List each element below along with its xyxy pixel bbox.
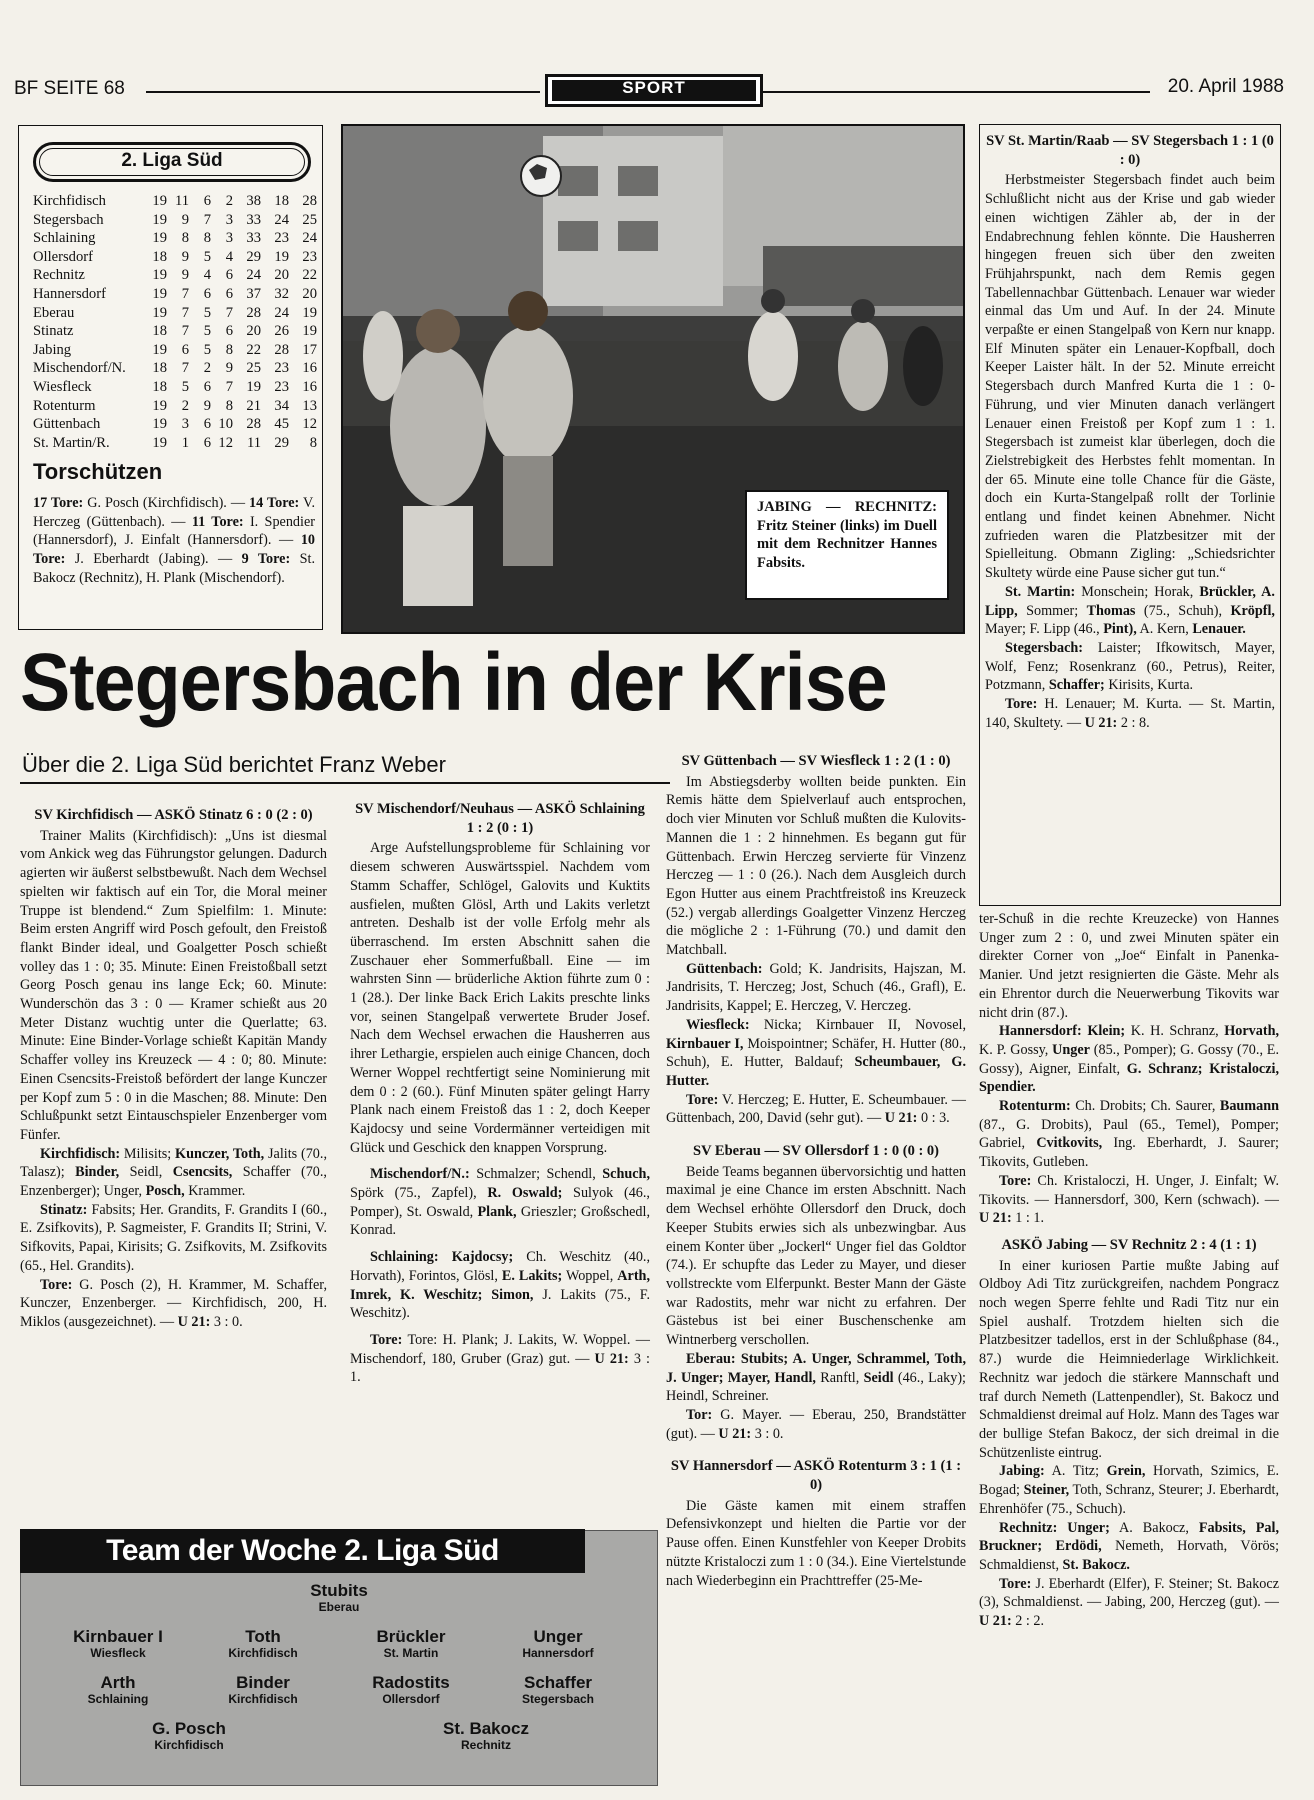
team-name: Eberau [33,304,75,321]
stat-cell: 3 [225,211,233,228]
player: Arth Schlaining [87,1673,149,1706]
standings-row [33,304,317,323]
team-name: Stinatz [33,323,74,340]
stat-cell: 29 [246,248,261,265]
headline: Stegersbach in der Krise [20,637,887,728]
stat-cell: 33 [246,211,261,228]
stat-cell: 19 [302,323,317,340]
stat-cell: 17 [302,341,317,358]
standings-row [33,192,317,211]
lineup-kirchfidisch: Kirchfidisch: Milisits; Kunczer, Toth, Jalits (70., Talasz); Binder, Seidl, Csencsits, Schaffer (70., Enzenberger); Unger, Posch, Krammer. [20,1145,327,1200]
standings-row [33,229,317,248]
stat-cell: 9 [203,397,211,414]
stat-cell: 5 [181,378,189,395]
stat-cell: 28 [274,341,289,358]
stat-cell: 45 [274,416,289,433]
stat-cell: 8 [225,397,233,414]
report-heading-jabing: ASKÖ Jabing — SV Rechnitz 2 : 4 (1 : 1) [1001,1236,1257,1253]
report-text: Im Abstiegsderby wollten beide punkten. Ein Remis hätte dem Spielverlauf auch entsprochen, doch vier Minuten vor Schluß mußten die Kulovits-Mannen die 1 : 2 hinnehmen. Es begann gut für Güttenbach. Erwin Herczeg servierte für Vinzenz Herczeg — 1 : 0 (26.). Nach dem Ausgleich durch Egon Hutter aus einem Prachtfreistoß ins Kreuzeck (52.) vergab allerdings Goalgetter Vinzenz Herczeg die mögliche 2 : 1-Führung (70.) und damit den Matchball. [666,773,966,959]
stat-cell: 25 [246,360,261,377]
stat-cell: 24 [246,267,261,284]
scorer-names: I. Spendier (Hannersdorf), J. Einfalt (Hannersdorf). — [33,513,315,549]
stat-cell: 19 [152,267,167,284]
stat-cell: 19 [152,230,167,247]
player: Unger Hannersdorf [522,1627,594,1660]
report-heading: SV Kirchfidisch — ASKÖ Stinatz 6 : 0 (2 : 0) [34,807,313,823]
goals-line: Tore: V. Herczeg; E. Hutter, E. Scheumbauer. — Güttenbach, 200, David (sehr gut). — U 21: 0 : 3. [666,1091,966,1127]
stat-cell: 19 [152,193,167,209]
standings-row [33,266,317,285]
stat-cell: 6 [203,434,211,451]
standings-row [33,248,317,267]
stat-cell: 21 [246,397,261,414]
reports-column-4 [979,910,1279,1631]
report-text: Die Gäste kamen mit einem straffen Defensivkonzept und hielten die Partie vor der Pause offen. Einen Kunstfehler von Keeper Drobits nützte Kristaloczi zum 1 : 0 (34.). Eine Viertelstunde nach Wiederbeginn ein Prachttreffer (25-Me- [666,1497,966,1589]
stat-cell: 38 [246,193,261,209]
lineup-rechnitz: Rechnitz: Unger; A. Bakocz, Fabsits, Pal, Bruckner; Erdödi, Nemeth, Horvath, Vörös; Schmaldienst, St. Bakocz. [979,1519,1280,1573]
team-name: St. Martin/R. [33,434,110,451]
report-heading: SV St. Martin/Raab — SV Stegersbach 1 : 1 (0 : 0) [986,133,1274,168]
player: Schaffer Stegersbach [521,1673,595,1706]
scorer-goals: 9 Tore: [241,551,291,568]
issue-date: 20. April 1988 [1167,76,1284,97]
team-name: Hannersdorf [33,285,106,302]
stat-cell: 6 [203,285,211,302]
stat-cell: 34 [274,397,289,414]
stat-cell: 23 [274,230,289,247]
stat-cell: 7 [181,285,189,302]
stat-cell: 2 [225,193,233,209]
goals-line: Tore: Ch. Kristaloczi, H. Unger, J. Einfalt; W. Tikovits. — Hannersdorf, 300, Kern (schwach). — U 21: 1 : 1. [979,1172,1279,1227]
stat-cell: 8 [225,341,233,358]
report-st-martin-stegersbach [985,132,1275,733]
lineup-hannersdorf: Hannersdorf: Klein; K. H. Schranz, Horvath, K. P. Gossy, Unger (85., Pomper); G. Gossy (70., E. Gossy), Aigner, Einfalt, G. Schranz; Kristaloczi, Spendier. [979,1023,1280,1096]
stat-cell: 6 [203,378,211,395]
stat-cell: 6 [225,285,233,302]
stat-cell: 8 [203,230,211,247]
team-name: Wiesfleck [33,378,92,395]
stat-cell: 18 [152,323,167,340]
stat-cell: 12 [218,434,233,451]
goals-line: Tore: H. Lenauer; M. Kurta. — St. Martin, 140, Skultety. — U 21: 2 : 8. [985,696,1275,731]
stat-cell: 23 [274,378,289,395]
scorer-goals: 10 Tore: [33,532,315,568]
stat-cell: 2 [181,397,189,414]
player: Stubits Eberau [310,1581,368,1614]
stat-cell: 2 [203,360,211,377]
stat-cell: 5 [203,341,211,358]
stat-cell: 13 [302,397,317,414]
report-text: In einer kuriosen Partie mußte Jabing auf Oldboy Adi Titz zurückgreifen, nachdem Pongracz noch wegen Sperre fehlte und Radi Titz nur ein Spiel aushalf. Trotzdem hielten sich die Platzbesitzer tadellos, erst in der Schlußphase (84., 87.) wurde die Heimniederlage Wirklichkeit. Rechnitz war jedoch die stärkere Mannschaft und traf durch Nemeth (Lattenpendler), St. Bakocz und Schmaldienst dreimal auf Holz. Mann des Tages war der bullige Stefan Bakocz, der sich dreimal in die Schützenliste eintrug. [979,1257,1279,1461]
reports-column-3 [666,752,966,1590]
stat-cell: 18 [274,193,289,209]
stat-cell: 18 [152,248,167,265]
stat-cell: 6 [225,323,233,340]
report-text: Arge Aufstellungsprobleme für Schlaining vor diesem schweren Auswärtsspiel. Nachdem vom Stamm Schaffer, Schlögel, Galovits und Kuktits ausfielen, mußten Glösl, Arth und Lakits verletzt antreten. Deshalb ist der volle Erfolg mehr als überraschend. Im ersten Abschnitt sahen die Zuschauer eher Sommerfußball. Eine — im wahrsten Sinn — brüderliche Aktion führte zum 0 : 1 (28.). Der linke Back Erich Lakits preschte links vor, seinen Stangelpaß verwertete Bruder Josef. Nach dem Wechsel erwachen die Hausherren aus ihrer Lethargie, erspielen auch einige Chancen, doch Werner Woppel rechtfertigt seine Nominierung mit dem 0 : 2 (60.). Fünf Minuten später gelingt Harry Plank nach einem Freistoß das 1 : 2, doch Keeper Kajdocsy und seine Vordermänner verteidigen mit Glück und Geschick den knappen Vorsprung. [350,840,650,1156]
stat-cell: 28 [302,193,317,209]
section-label: SPORT [552,80,756,101]
player: Toth Kirchfidisch [228,1627,298,1660]
lineup-rotenturm: Rotenturm: Ch. Drobits; Ch. Saurer, Baumann (87., G. Drobits), Paul (65., Temel), Pomper; Gabriel, Cvitkovits, Ing. Eberhardt, J. Saurer; Tikovits, Gutleben. [979,1098,1279,1171]
stat-cell: 24 [274,211,289,228]
stat-cell: 22 [246,341,261,358]
standings-row [33,211,317,230]
scorer-goals: 14 Tore: [249,495,300,511]
team-name: Rechnitz [33,267,85,284]
lineup-stegersbach: Stegersbach: Laister; Ifkowitsch, Mayer, Wolf, Fenz; Rosenkranz (60., Petrus), Reiter, Potzmann, Schaffer; Kirisits, Kurta. [985,639,1275,694]
scorer-names: J. Eberhardt (Jabing). — [65,551,242,568]
team-of-the-week-title: Team der Woche 2. Liga Süd [20,1529,585,1573]
stat-cell: 23 [274,360,289,377]
goals-line: Tor: G. Mayer. — Eberau, 250, Brandstätter (gut). — U 21: 3 : 0. [666,1406,966,1442]
scorer-names: St. Bakocz (Rechnitz), H. Plank (Mischendorf). [33,551,315,586]
stat-cell: 7 [181,360,189,377]
goals-line: Tore: Tore: H. Plank; J. Lakits, W. Woppel. — Mischendorf, 180, Gruber (Graz) gut. — U 21: 3 : 1. [350,1331,650,1386]
standings-row [33,359,317,378]
stat-cell: 29 [274,434,289,451]
photo-caption: JABING — RECHNITZ: Fritz Steiner (links) im Duell mit dem Rechnitzer Hannes Fabsits. [757,499,937,571]
scorer-names: V. Herczeg (Güttenbach). — [33,495,315,530]
stat-cell: 19 [152,211,167,228]
stat-cell: 6 [181,341,189,358]
stat-cell: 32 [274,285,289,302]
report-text: Trainer Malits (Kirchfidisch): „Uns ist diesmal vom Ankick weg das Führungstor gelungen. Dadurch agierten wir äußerst selbstbewußt. Nach dem Wechsel spielten wir faktisch auf ein Tor, die Moral meiner Truppe ist blendend.“ Zum Spielfilm: 1. Minute: Beim ersten Angriff wird Posch gefoult, den Freistoß flankt Binder ideal, und Goalgetter Posch schießt volley das 1 : 0; 35. Minute: Einen Freistoßball setzt Georg Posch genau ins lange Eck; 60. Minute: Wunderschön das 3 : 0 — Kramer schießt aus 20 Meter Distanz wuchtig unter die Querlatte; 63. Minute: Eine Binder-Vorlage schießt Kapitän Mandy Schaffer volley ins Kreuzeck — 4 : 0; 80. Minute: Einen Csencsits-Freistoß befördert der lange Kunczer per Kopf zum 5 : 0 in die Maschen; 88. Minute: Den Schlußpunkt setzt Eintauschspieler Enzenberger vom Fünfer. [20,827,327,1143]
stat-cell: 37 [246,285,261,302]
lineup-jabing: Jabing: A. Titz; Grein, Horvath, Szimics, E. Bogad; Steiner, Toth, Schranz, Steurer; J. Eberhardt, Ehrenhöfer (75., Schuch). [979,1463,1280,1517]
report-text: Herbstmeister Stegersbach findet auch beim Schlußlicht nicht aus der Krise und gab wieder einen wichtigen Zähler ab, der in der Endabrechnung fehlen könnte. Die Hausherren hingegen freuen sich über den zweiten Frühjahrspunkt, nach dem Remis gegen Tabellennachbar Güttenbach. Lenauer war wieder einmal das Um und Auf. In der 24. Minute verpaßte er einen Stangelpaß von Kern nur knapp. Elf Minuten später ein Lenauer-Kopfball, doch Keeper Laister hält. In der 52. Minute erreicht Stegersbach durch Manfred Kurta die 1 : 0-Führung, und vier Minuten danach verlängert Lenauer einen Freistoß per Kopf zum 1 : 1. Stegersbach ist zumeist klar überlegen, doch die Zielstrebigkeit des Herbstes fehlt momentan. In der 65. Minute eine tolle Chance für die Gäste, doch ein Kurta-Stangelpaß rollt der Torlinie entlang und findet keinen Abnehmer. Nicht zufrieden waren die Platzbesitzer mit der Spielleitung. Obmann Zigling: „Schiedsrichter Skultety würde eine Pause sicher gut tun.“ [985,172,1275,582]
report-mischendorf-schlaining [350,800,650,1387]
stat-cell: 7 [225,378,233,395]
standings-row [33,434,317,453]
stat-cell: 6 [203,193,211,209]
stat-cell: 19 [152,285,167,302]
stat-cell: 7 [203,211,211,228]
stat-cell: 3 [225,230,233,247]
standings-row [33,322,317,341]
standings-title: 2. Liga Süd [39,148,305,176]
stat-cell: 24 [302,230,317,247]
report-heading-hannersdorf: SV Hannersdorf — ASKÖ Rotenturm 3 : 1 (1 : 0) [670,1458,962,1494]
stat-cell: 10 [218,416,233,433]
stat-cell: 28 [246,416,261,433]
report-heading: SV Mischendorf/Neuhaus — ASKÖ Schlaining 1 : 2 (0 : 1) [355,801,645,836]
stat-cell: 19 [152,434,167,451]
stat-cell: 24 [274,304,289,321]
stat-cell: 19 [302,304,317,321]
standings-table [33,192,317,452]
lineup-wiesfleck: Wiesfleck: Nicka; Kirnbauer II, Novosel, Kirnbauer I, Moispointner; Schäfer, H. Hutter (80., Schuh), E. Hutter, Baldauf; Scheumbauer, G. Hutter. [666,1016,966,1089]
stat-cell: 5 [203,248,211,265]
goals-line: Tore: G. Posch (2), H. Krammer, M. Schaffer, Kunczer, Enzenberger. — Kirchfidisch, 200, H. Miklos (ausgezeichnet). — U 21: 3 : 0. [20,1276,327,1330]
stat-cell: 18 [152,360,167,377]
stat-cell: 6 [225,267,233,284]
stat-cell: 4 [225,248,233,265]
standings-row [33,378,317,397]
report-kirchfidisch-stinatz [20,806,327,1332]
section-label-box [545,74,763,107]
stat-cell: 8 [181,230,189,247]
player: Binder Kirchfidisch [228,1673,298,1706]
stat-cell: 7 [181,323,189,340]
standings-row [33,285,317,304]
team-name: Jabing [33,341,72,358]
stat-cell: 4 [203,267,211,284]
player: Radostits Ollersdorf [372,1673,450,1706]
stat-cell: 23 [302,248,317,265]
goals-line: Tore: J. Eberhardt (Elfer), F. Steiner; St. Bakocz (3), Schmaldienst. — Jabing, 200, Herczeg (gut). — U 21: 2 : 2. [979,1575,1279,1630]
scorers-list [33,494,315,588]
team-name: Güttenbach [33,416,101,433]
stat-cell: 19 [152,416,167,433]
header-rule-left [146,91,540,93]
lineup-stinatz: Stinatz: Fabsits; Her. Grandits, F. Grandits I (60., E. Zsifkovits), P. Sagmeister, F. Grandits II; Strini, V. Sifkovits, Papai, Kirisits; G. Zsifkovits, M. Zsifkovits (65., Hel. Grandits). [20,1201,327,1274]
report-heading-guettenbach: SV Güttenbach — SV Wiesfleck 1 : 2 (1 : 0) [681,753,951,769]
stat-cell: 20 [302,285,317,302]
report-text: Beide Teams begannen übervorsichtig und hatten maximal je eine Chance im ersten Abschnitt. Nach dem Wechsel erhöhte Ollersdorf den Druck, doch Keeper Stubits erwies sich als unbezwingbar. Aus einem Konter über „Jockerl“ Unger fiel das Goldtor (74.). Er schupfte das Leder zu Mayer, und dieser vollstreckte vom Elferpunkt. Bester Mann der Gäste war Radostits, mehr war nicht zu erfahren. Der Gästebus ist bei einer Buschenschenke am Wintnerberg verschollen. [666,1163,966,1349]
photo-caption-box [745,490,949,600]
stat-cell: 7 [225,304,233,321]
stat-cell: 19 [152,397,167,414]
team-name: Kirchfidisch [33,193,106,209]
team-name: Mischendorf/N. [33,360,126,377]
stat-cell: 16 [302,360,317,377]
byline-rule [20,782,670,784]
page-number: BF SEITE 68 [14,78,125,99]
player: Kirnbauer I Wiesfleck [73,1627,163,1660]
standings-row [33,415,317,434]
player: Brückler St. Martin [376,1627,446,1660]
stat-cell: 20 [274,267,289,284]
lineup-schlaining: Schlaining: Kajdocsy; Ch. Weschitz (40., Horvath), Forintos, Glösl, E. Lakits; Woppel, Arth, Imrek, K. Weschitz; Simon, J. Lakits (75., F. Weschitz). [350,1249,651,1322]
team-name: Schlaining [33,230,96,247]
stat-cell: 3 [181,416,189,433]
stat-cell: 22 [302,267,317,284]
scorers-heading: Torschützen [33,459,163,484]
stat-cell: 20 [246,323,261,340]
lineup-st-martin: St. Martin: Monschein; Horak, Brückler, A. Lipp, Sommer; Thomas (75., Schuh), Kröpfl, Mayer; F. Lipp (46., Pint), A. Kern, Lenauer. [985,583,1275,638]
stat-cell: 28 [246,304,261,321]
report-text-continued: ter-Schuß in die rechte Kreuzecke) von Hannes Unger zum 2 : 0, und zwei Minuten später ein direkter Corner von „Joe“ Einfalt in Panenka-Manier. Und jetzt resignierten die Gäste. Mehr als ein Ehrentor durch die Neuerwerbung Tikovits war nicht drin (87.). [979,911,1279,1021]
stat-cell: 19 [152,341,167,358]
team-name: Stegersbach [33,211,104,228]
stat-cell: 7 [181,304,189,321]
header-rule-right [762,91,1150,93]
report-heading-eberau: SV Eberau — SV Ollersdorf 1 : 0 (0 : 0) [693,1143,939,1160]
player: St. Bakocz Rechnitz [443,1719,529,1752]
lineup-guettenbach: Güttenbach: Gold; K. Jandrisits, Hajszan, M. Jandrisits, T. Herczeg; Jost, Schuch (46., Grafl), E. Jandrisits, Kappel; E. Herczeg, V. Herczeg. [666,960,966,1015]
stat-cell: 9 [181,267,189,284]
stat-cell: 33 [246,230,261,247]
stat-cell: 19 [246,378,261,395]
stat-cell: 19 [274,248,289,265]
byline: Über die 2. Liga Süd berichtet Franz Weber [22,752,446,777]
lineup-mischendorf: Mischendorf/N.: Schmalzer; Schendl, Schuch, Spörk (75., Zapfel), R. Oswald; Sulyok (46., Pomper), St. Oswald, Plank, Grieszler; Großschedl, Konrad. [350,1166,650,1239]
standings-title-frame [33,142,311,182]
stat-cell: 5 [203,304,211,321]
team-name: Ollersdorf [33,248,93,265]
standings-row [33,341,317,360]
stat-cell: 9 [181,211,189,228]
stat-cell: 1 [181,434,189,451]
stat-cell: 9 [225,360,233,377]
stat-cell: 12 [302,416,317,433]
stat-cell: 26 [274,323,289,340]
team-of-the-week [20,1530,658,1786]
stat-cell: 18 [152,378,167,395]
stat-cell: 16 [302,378,317,395]
player: G. Posch Kirchfidisch [152,1719,226,1752]
stat-cell: 6 [203,416,211,433]
team-name: Rotenturm [33,397,96,414]
stat-cell: 8 [309,434,317,451]
stat-cell: 11 [174,193,189,209]
scorer-names: G. Posch (Kirchfidisch). — [83,495,250,511]
scorer-goals: 17 Tore: [33,495,84,511]
standings-row [33,397,317,416]
stat-cell: 5 [203,323,211,340]
stat-cell: 9 [181,248,189,265]
lineup-eberau: Eberau: Stubits; A. Unger, Schrammel, Toth, J. Unger; Mayer, Handl, Ranftl, Seidl (46., Laky); Heindl, Schreiner. [666,1350,966,1405]
stat-cell: 19 [152,304,167,321]
standings-box [18,125,323,630]
stat-cell: 25 [302,211,317,228]
scorer-goals: 11 Tore: [191,513,244,530]
stat-cell: 11 [246,434,261,451]
